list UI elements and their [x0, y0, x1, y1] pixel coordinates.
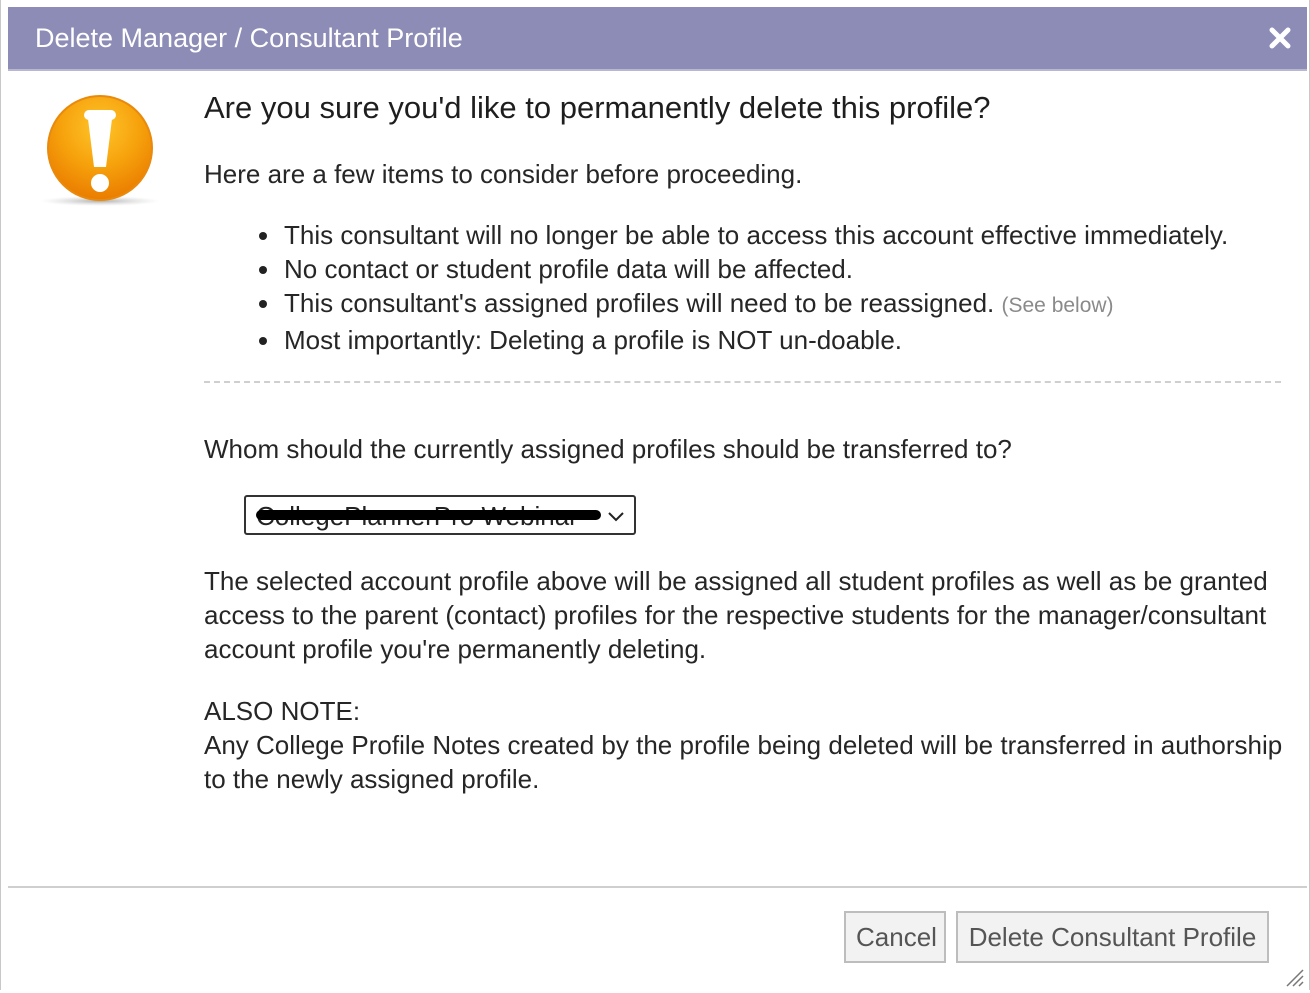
redaction-mark	[256, 510, 601, 520]
chevron-down-icon	[606, 506, 626, 526]
list-item: This consultant will no longer be able to access this account effective immediately.	[284, 220, 1229, 250]
footer-divider	[8, 886, 1307, 888]
list-item: This consultant's assigned profiles will need to be reassigned. (See below)	[284, 286, 1228, 323]
also-note-label: ALSO NOTE:	[204, 696, 361, 726]
intro-text: Here are a few items to consider before proceeding.	[204, 159, 803, 189]
transfer-profile-select[interactable]	[244, 495, 636, 535]
see-below-note: (See below)	[1001, 294, 1114, 317]
cancel-button[interactable]: Cancel	[844, 911, 946, 963]
dialog-title: Delete Manager / Consultant Profile	[35, 23, 463, 53]
confirm-heading: Are you sure you'd like to permanently delete this profile?	[204, 90, 991, 125]
section-divider	[204, 381, 1281, 383]
also-note	[204, 694, 1289, 796]
transfer-question: Whom should the currently assigned profiles should be transferred to?	[204, 434, 1012, 464]
also-note-text: Any College Profile Notes created by the profile being deleted will be transferred in authorship to the newly assigned profile.	[204, 730, 1283, 794]
list-item: Most importantly: Deleting a profile is NOT un-doable.	[284, 323, 1228, 357]
transfer-explanation: The selected account profile above will be assigned all student profiles as well as be granted access to the parent (contact) profiles for the respective students for the manager/consultant account profile you're permanently deleting.	[204, 566, 1268, 664]
dialog-titlebar[interactable]	[8, 7, 1307, 71]
considerations-list	[204, 218, 1228, 357]
resize-grip-icon[interactable]	[1281, 964, 1305, 988]
delete-consultant-profile-button[interactable]: Delete Consultant Profile	[956, 911, 1269, 963]
list-item: No contact or student profile data will be affected.	[284, 252, 1228, 286]
close-icon[interactable]	[1267, 25, 1293, 51]
warning-exclamation-icon	[39, 93, 163, 209]
